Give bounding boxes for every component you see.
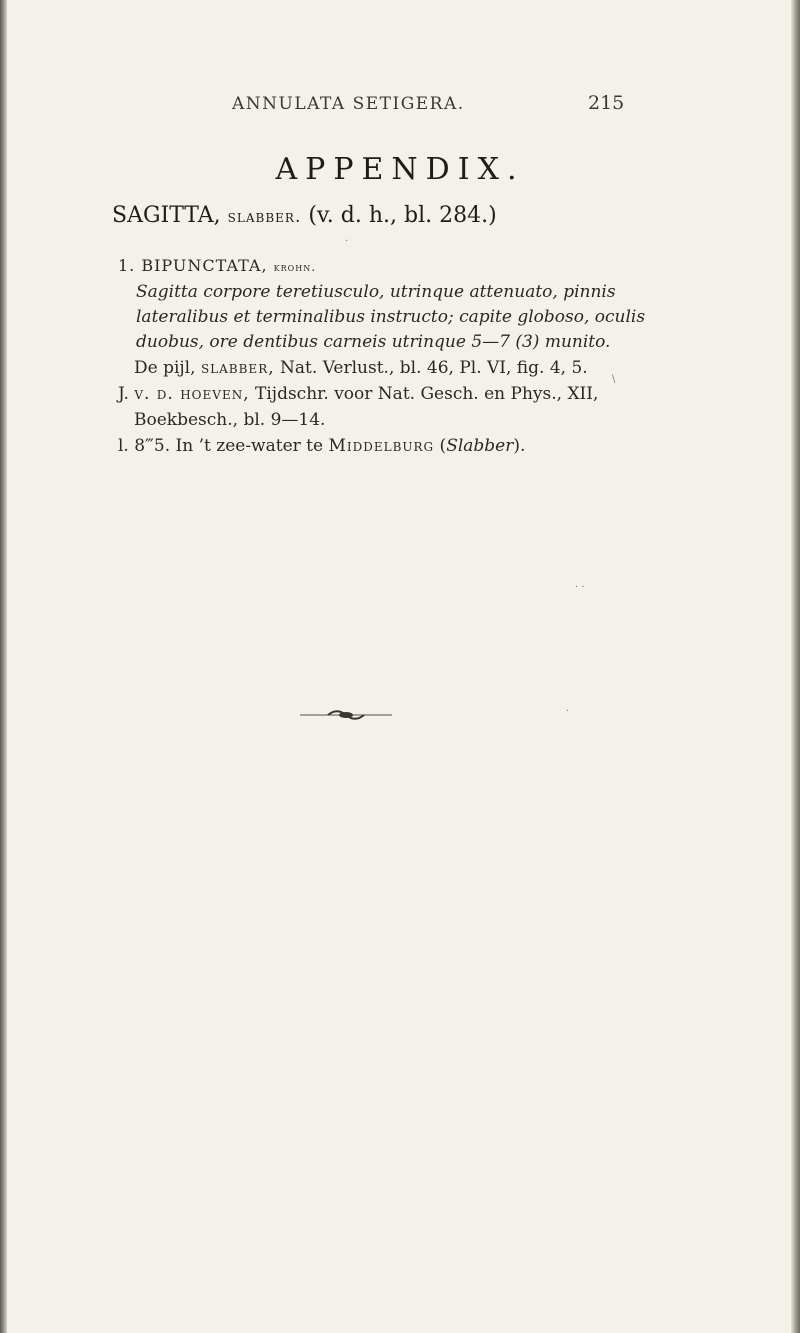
description-line: Sagitta corpore teretiusculo, utrinque attenuato, pinnis bbox=[136, 282, 616, 302]
page-edge-right bbox=[791, 0, 800, 1333]
reference-author: v. d. hoeven, bbox=[134, 384, 250, 404]
species-author: krohn. bbox=[273, 260, 317, 274]
genus-reference: (v. d. h., bl. 284.) bbox=[308, 203, 497, 228]
habitat-source-close: ). bbox=[513, 436, 526, 456]
appendix-title: APPENDIX. bbox=[275, 152, 525, 187]
reference-text: J. bbox=[118, 384, 129, 404]
species-heading bbox=[118, 256, 316, 275]
description-line: lateralibus et terminalibus instructo; capite globoso, oculis bbox=[136, 307, 646, 327]
genus-name: SAGITTA, bbox=[112, 203, 221, 228]
speck: \ bbox=[612, 374, 616, 385]
reference-text: Tijdschr. voor Nat. Gesch. en Phys., XII, bbox=[255, 384, 599, 404]
habitat-source-open: ( bbox=[439, 436, 447, 456]
page-number: 215 bbox=[588, 92, 625, 114]
habitat-line bbox=[118, 436, 525, 456]
habitat-place: Middelburg bbox=[328, 436, 435, 456]
habitat-size: l. 8‴5. bbox=[118, 436, 171, 456]
habitat-source: Slabber bbox=[446, 436, 514, 456]
running-head bbox=[0, 92, 800, 116]
genus-heading bbox=[112, 203, 497, 228]
speck: · bbox=[345, 236, 349, 247]
speck: · bbox=[566, 706, 570, 717]
reference-line bbox=[118, 384, 598, 404]
genus-author: slabber. bbox=[227, 207, 302, 227]
end-ornament-icon bbox=[300, 708, 392, 722]
habitat-text: In ’t zee-water te bbox=[175, 436, 324, 456]
reference-text: Nat. Verlust., bl. 46, Pl. VI, fig. 4, 5. bbox=[280, 358, 588, 378]
speck: · · bbox=[575, 582, 585, 593]
reference-text: De pijl, bbox=[134, 358, 196, 378]
reference-line bbox=[134, 358, 588, 378]
species-number-name: 1. BIPUNCTATA, bbox=[118, 256, 268, 275]
reference-line: Boekbesch., bl. 9—14. bbox=[134, 410, 326, 430]
running-title: ANNULATA SETIGERA. bbox=[232, 94, 465, 114]
page-edge-left bbox=[0, 0, 7, 1333]
reference-author: slabber, bbox=[200, 358, 275, 378]
description-line: duobus, ore dentibus carneis utrinque 5—7 (3) munito. bbox=[136, 332, 611, 352]
